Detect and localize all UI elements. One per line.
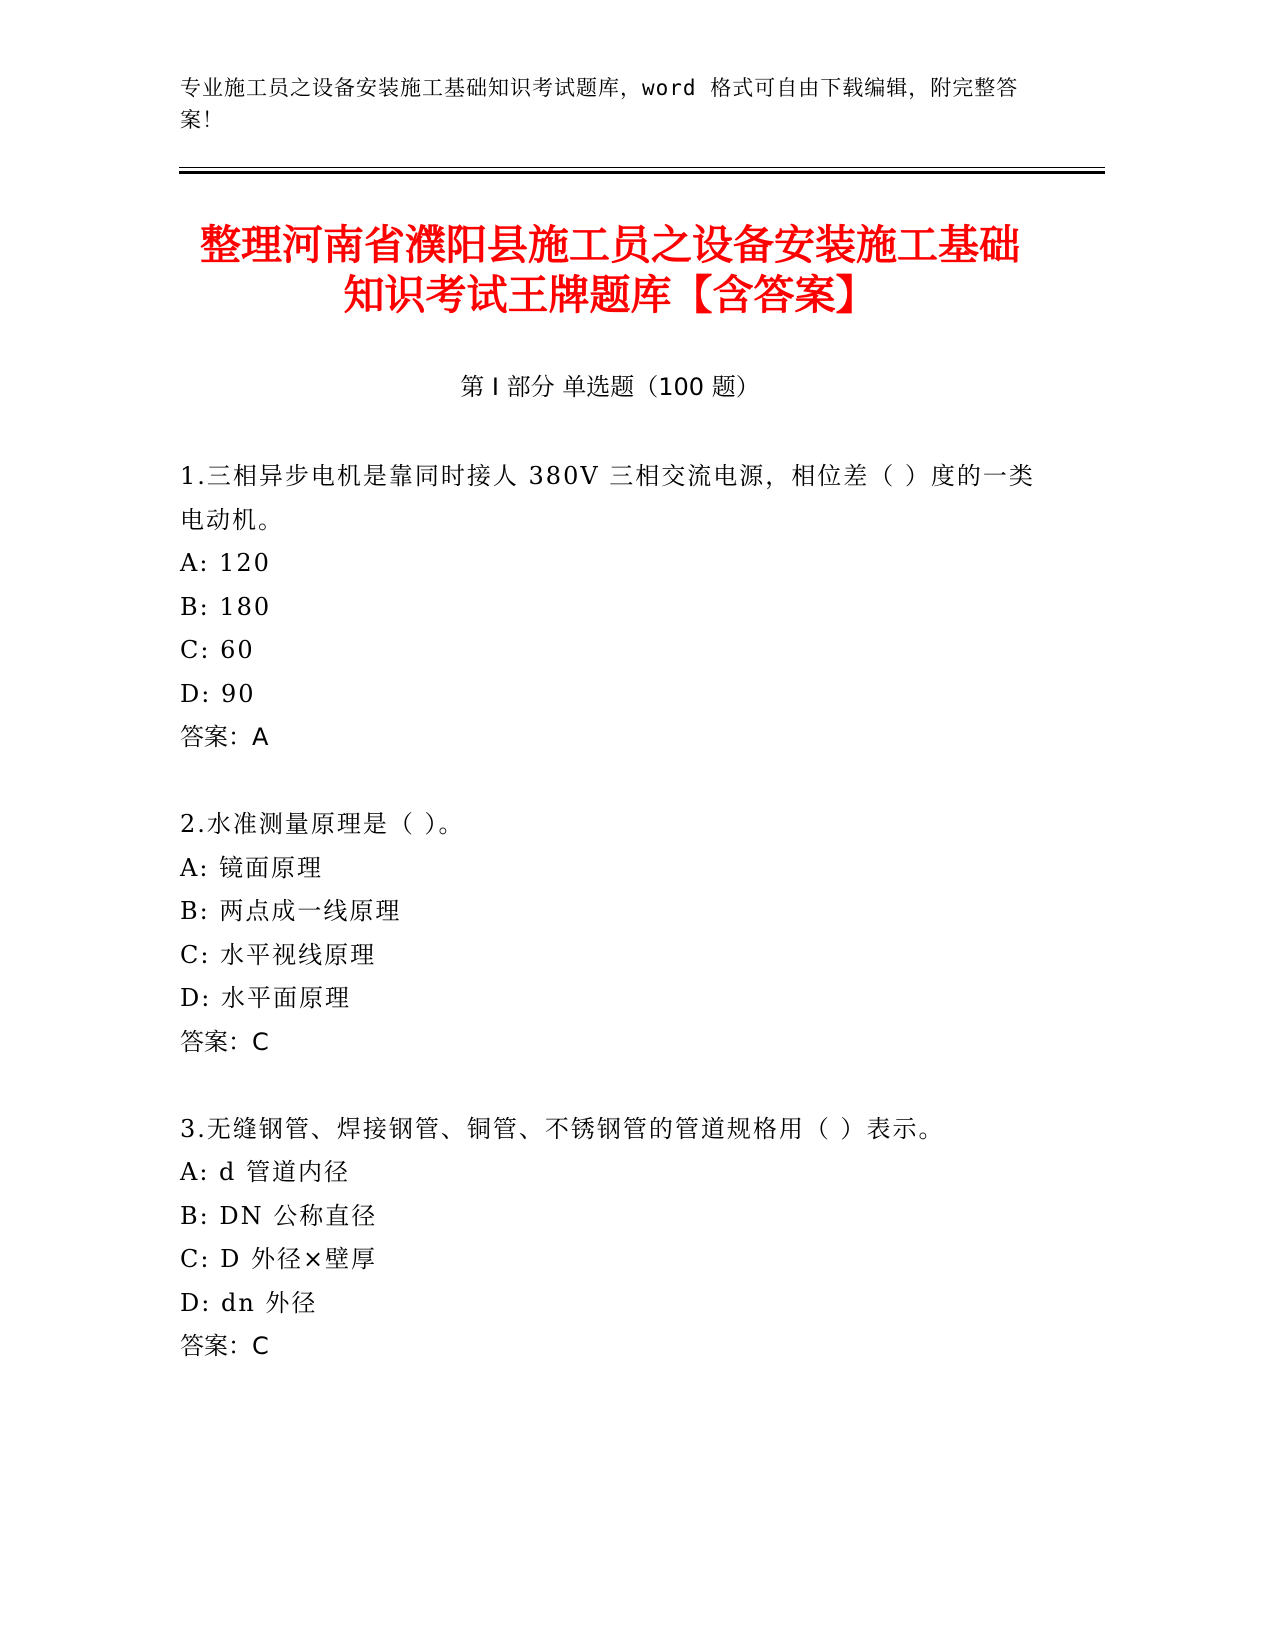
answer: 答案：C [180, 1027, 269, 1056]
question-stem: 2.水准测量原理是（ ）。 [180, 810, 465, 838]
option-a: A: 120 [180, 549, 271, 577]
option-d: D: 水平面原理 [180, 984, 351, 1012]
section-title: 第 I 部分 单选题（100 题） [460, 373, 760, 401]
option-a: A: d 管道内径 [180, 1158, 351, 1186]
answer: 答案：C [180, 1332, 269, 1360]
option-c: C: D 外径×壁厚 [180, 1245, 378, 1273]
option-a: A: 镜面原理 [180, 853, 324, 882]
option-b: B: 两点成一线原理 [180, 897, 402, 925]
question-1 [180, 455, 1040, 760]
option-b: B: DN 公称直径 [180, 1201, 378, 1230]
option-c: C: 60 [180, 636, 255, 664]
question-stem: 1.三相异步电机是靠同时接人 380V 三相交流电源，相位差（ ）度的一类电动机。 [180, 462, 1035, 534]
answer: 答案：A [180, 723, 269, 751]
question-spacer [180, 1064, 1040, 1108]
header-divider-thin [179, 167, 1105, 168]
document-title: 整理河南省濮阳县施工员之设备安装施工基础知识考试王牌题库【含答案】 [200, 221, 1020, 319]
header-note: 专业施工员之设备安装施工基础知识考试题库，word 格式可自由下载编辑，附完整答案！ [180, 76, 1019, 132]
option-d: D: 90 [180, 679, 256, 708]
question-spacer [180, 760, 1040, 804]
question-stem: 3.无缝钢管、焊接钢管、铜管、不锈钢管的管道规格用（ ）表示。 [180, 1114, 945, 1143]
option-c: C: 水平视线原理 [180, 940, 377, 969]
question-2 [180, 803, 1040, 1064]
option-d: D: dn 外径 [180, 1288, 318, 1317]
question-list [180, 455, 1040, 1369]
question-3 [180, 1108, 1040, 1369]
option-b: B: 180 [180, 592, 272, 621]
header-divider-thick [179, 171, 1105, 174]
